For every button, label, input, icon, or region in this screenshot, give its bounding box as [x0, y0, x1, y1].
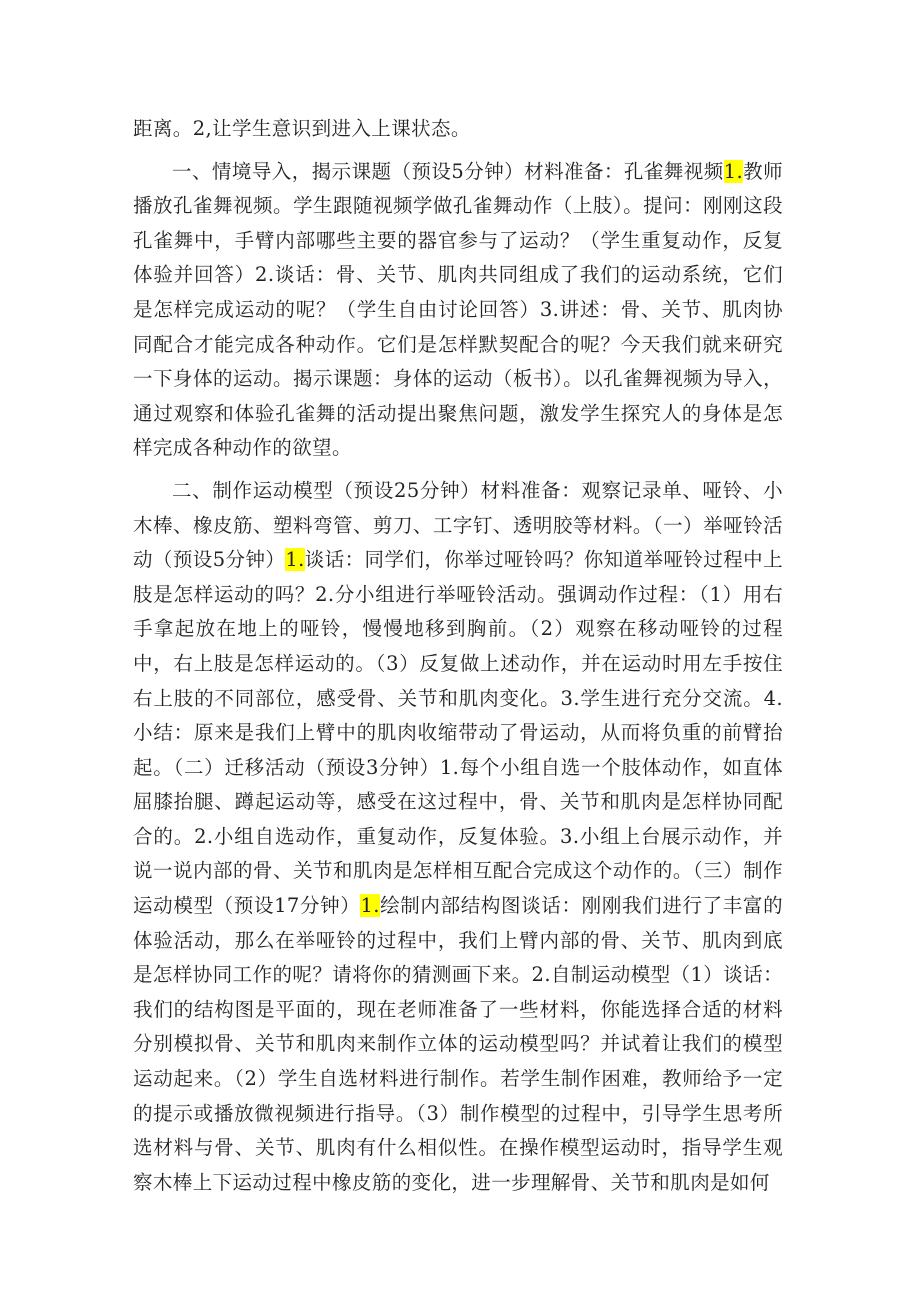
paragraph-3	[133, 474, 783, 1200]
paragraph-2-text-a: 一、情境导入，揭示课题（预设5分钟）材料准备：孔雀舞视频	[172, 159, 724, 183]
paragraph-1-text: 距离。2,让学生意识到进入上课状态。	[133, 117, 471, 140]
paragraph-2-text-b: 教师播放孔雀舞视频。学生跟随视频学做孔雀舞动作（上肢）。提问：刚刚这段孔雀舞中，手臂内部哪些主要的器官参与了运动？（学生重复动作，反复体验并回答）2.谈话：骨、关节、肌肉共同组成了我们的运动系统，它们是怎样完成运动的呢？（学生自由讨论回答）3.讲述：骨、关节、肌肉协同配合才能完成各种动作。它们是怎样默契配合的呢？今天我们就来研究一下身体的运动。揭示课题：身体的运动（板书）。以孔雀舞视频为导入，通过观察和体验孔雀舞的活动提出聚焦问题，激发学生探究人的身体是怎样完成各种动作的欲望。	[133, 159, 783, 460]
highlight-mark: 1.	[285, 548, 305, 572]
paragraph-2	[133, 155, 783, 466]
paragraph-1	[133, 112, 783, 147]
highlight-mark: 1.	[360, 894, 380, 918]
paragraph-3-text-c: 绘制内部结构图谈话：刚刚我们进行了丰富的体验活动，那么在举哑铃的过程中，我们上臂内部的骨、关节、肌肉到底是怎样协同工作的呢？请将你的猜测画下来。2.自制运动模型（1）谈话：我们的结构图是平面的，现在老师准备了一些材料，你能选择合适的材料分别模拟骨、关节和肌肉来制作立体的运动模型吗？并试着让我们的模型运动起来。（2）学生自选材料进行制作。若学生制作困难，教师给予一定的提示或播放微视频进行指导。（3）制作模型的过程中，引导学生思考所选材料与骨、关节、肌肉有什么相似性。在操作模型运动时，指导学生观察木棒上下运动过程中橡皮筋的变化，进一步理解骨、关节和肌肉是如何	[133, 894, 783, 1194]
paragraph-3-text-a: 二、制作运动模型（预设25分钟）材料准备：观察记录单、哑铃、小木棒、橡皮筋、塑料弯管、剪刀、工字钉、透明胶等材料。（一）举哑铃活动（预设5分钟）	[133, 478, 783, 572]
paragraph-3-text-b: 谈话：同学们，你举过哑铃吗？你知道举哑铃过程中上肢是怎样运动的吗？2.分小组进行举哑铃活动。强调动作过程：（1）用右手拿起放在地上的哑铃，慢慢地移到胸前。（2）观察在移动哑铃的过程中，右上肢是怎样运动的。（3）反复做上述动作，并在运动时用左手按住右上肢的不同部位，感受骨、关节和肌肉变化。3.学生进行充分交流。4.小结：原来是我们上臂中的肌肉收缩带动了骨运动，从而将负重的前臂抬起。（二）迁移活动（预设3分钟）1.每个小组自选一个肢体动作，如直体屈膝抬腿、蹲起运动等，感受在这过程中，骨、关节和肌肉是怎样协同配合的。2.小组自选动作，重复动作，反复体验。3.小组上台展示动作，并说一说内部的骨、关节和肌肉是怎样相互配合完成这个动作的。（三）制作运动模型（预设17分钟）	[133, 548, 783, 918]
document-body	[133, 112, 783, 1208]
highlight-mark: 1.	[723, 159, 744, 183]
